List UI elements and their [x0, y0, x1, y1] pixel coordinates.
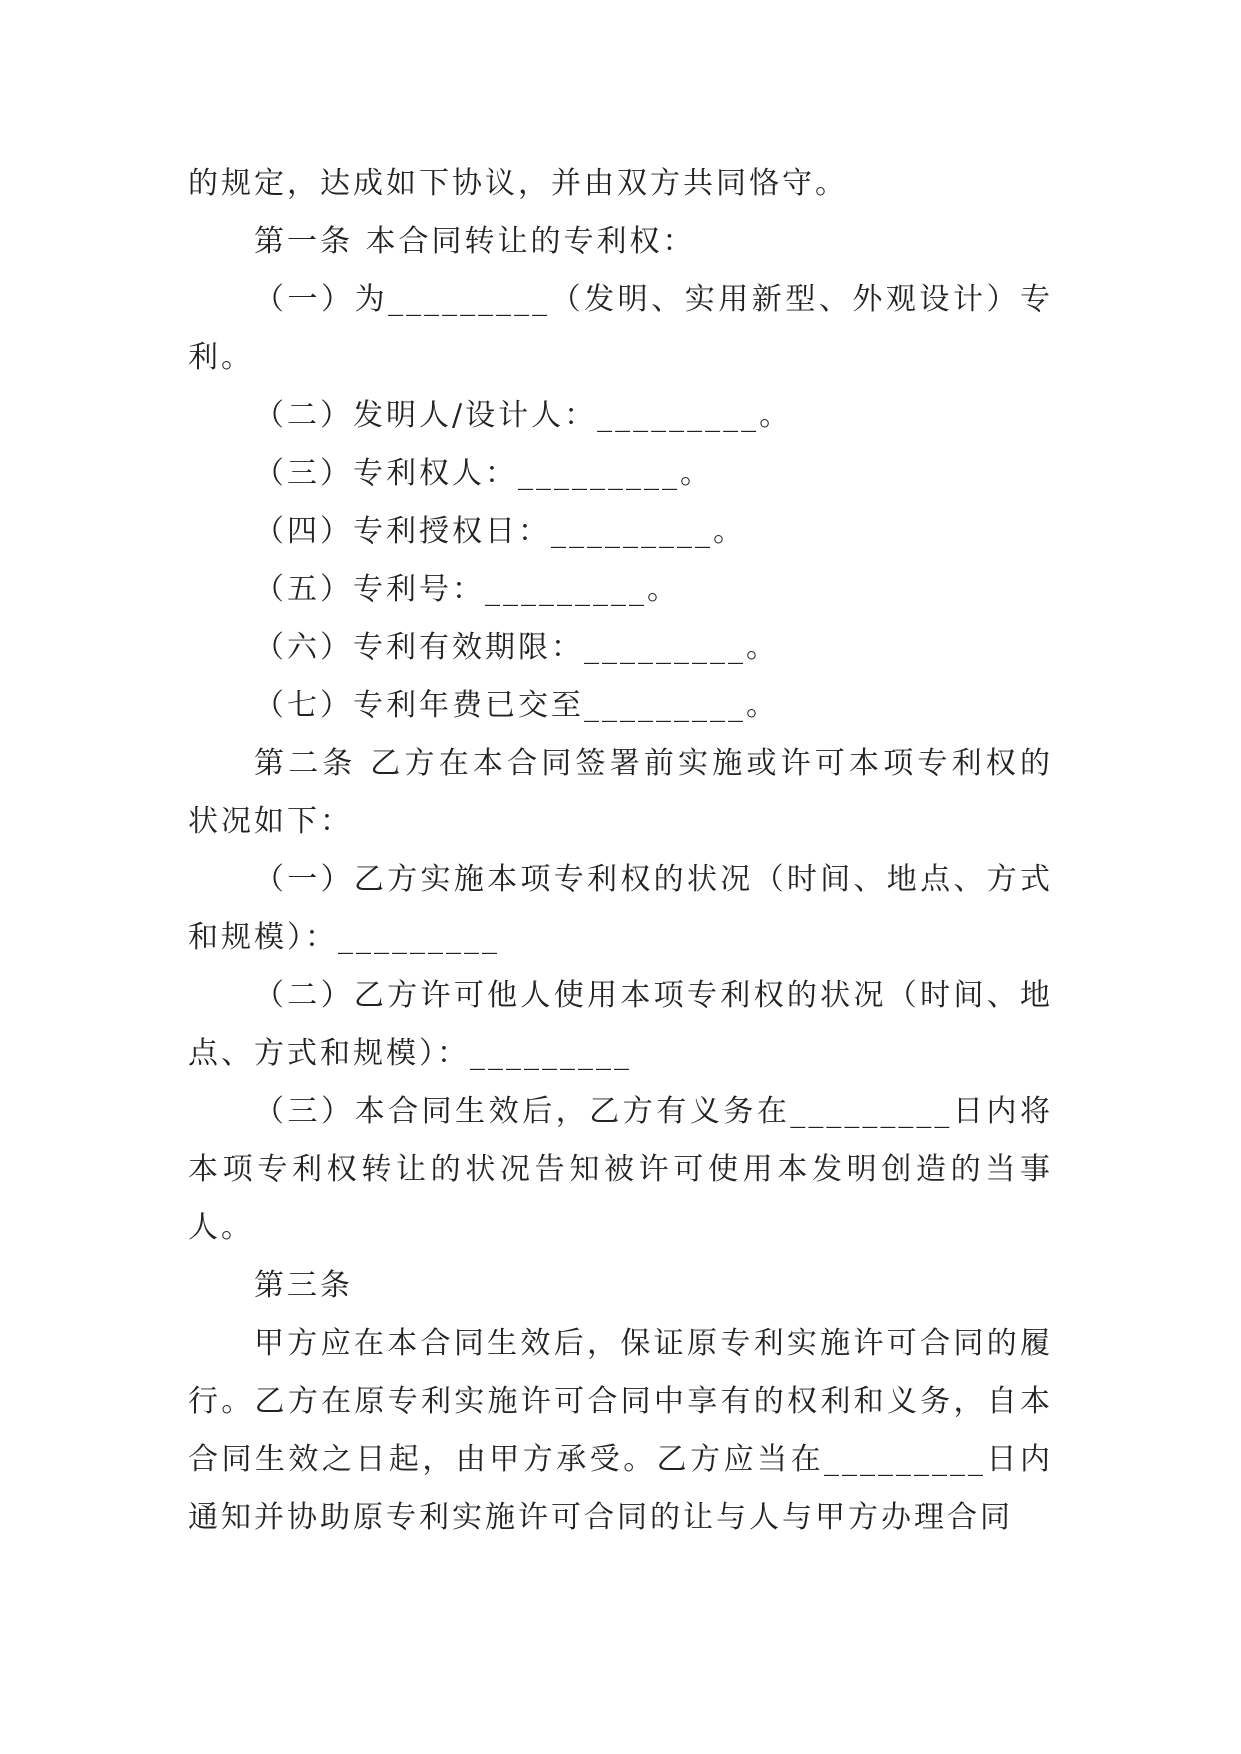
article-1-heading: 第一条 本合同转让的专利权： — [254, 224, 696, 259]
article-1-item-6: （六）专利有效期限：_________。 — [254, 630, 779, 665]
article-2-heading: 第二条 乙方在本合同签署前实施或许可本项专利权的状况如下： — [188, 746, 1053, 839]
article-3-heading: 第三条 — [254, 1268, 353, 1303]
article-2-item-1: （一）乙方实施本项专利权的状况（时间、地点、方式和规模）：_________ — [188, 862, 1053, 955]
article-1-item-7: （七）专利年费已交至_________。 — [254, 688, 779, 723]
article-1-item-1: （一）为_________（发明、实用新型、外观设计）专利。 — [188, 282, 1053, 375]
article-1-item-3: （三）专利权人：_________。 — [254, 456, 713, 491]
article-1-item-5: （五）专利号：_________。 — [254, 572, 680, 607]
document-body — [188, 155, 1053, 1547]
article-2-item-3: （三）本合同生效后，乙方有义务在_________日内将本项专利权转让的状况告知被许可使用本发明创造的当事人。 — [188, 1094, 1053, 1245]
article-1-item-4: （四）专利授权日：_________。 — [254, 514, 746, 549]
article-1-item-2: （二）发明人/设计人：_________。 — [254, 398, 793, 433]
paragraph-continuation: 的规定，达成如下协议，并由双方共同恪守。 — [188, 166, 848, 201]
article-3-body: 甲方应在本合同生效后，保证原专利实施许可合同的履行。乙方在原专利实施许可合同中享有的权利和义务，自本合同生效之日起，由甲方承受。乙方应当在_________日内通知并协助原专利实施许可合同的让与人与甲方办理合同 — [188, 1326, 1053, 1535]
article-2-item-2: （二）乙方许可他人使用本项专利权的状况（时间、地点、方式和规模）：_________ — [188, 978, 1053, 1071]
